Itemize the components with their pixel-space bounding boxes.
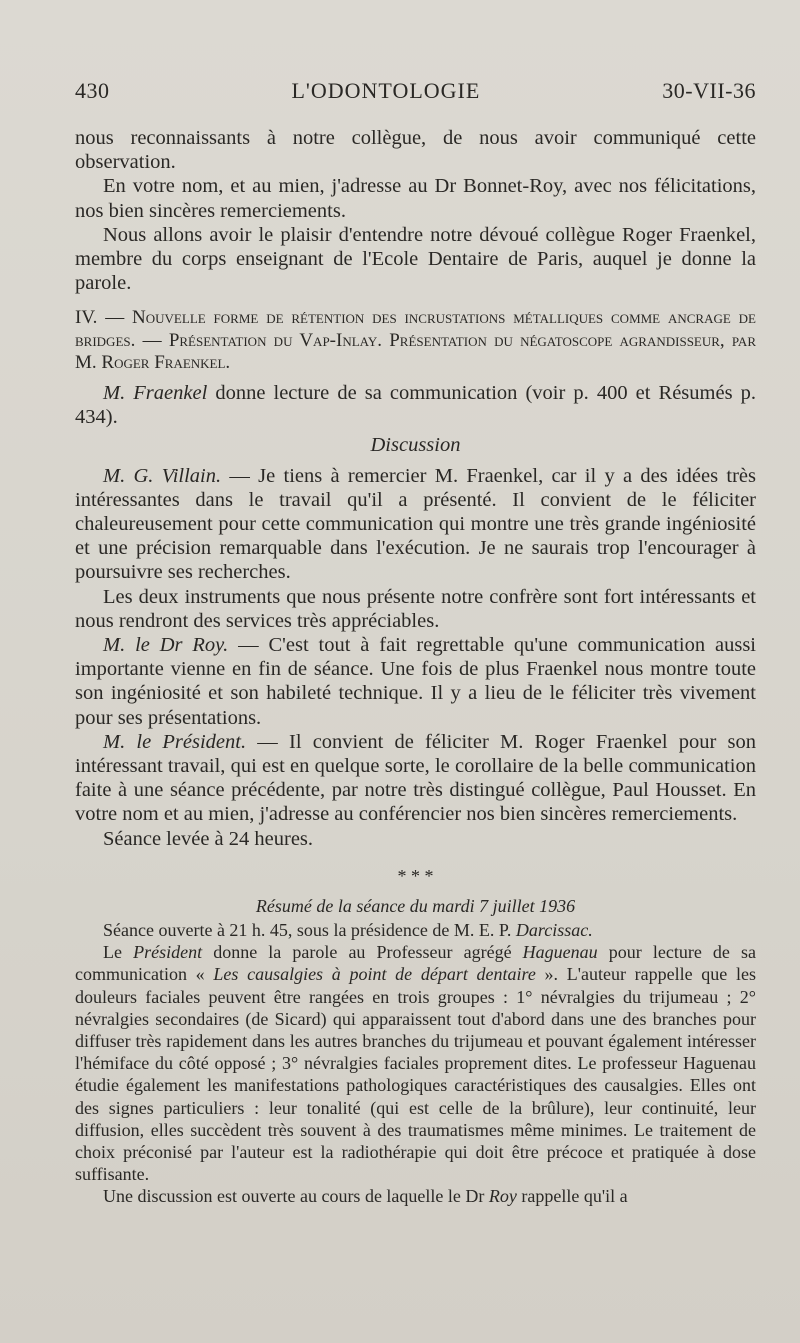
paragraph-opening	[75, 919, 756, 941]
paragraph-introduction: Nous allons avoir le plaisir d'entendre notre dévoué collègue Roger Fraenkel, membre du corps enseignant de l'Ecole Dentaire de Paris, auquel je donne la parole.	[75, 223, 756, 295]
section-iv-title: IV. — Nouvelle forme de rétention des incrustations métalliques comme ancrage de bridges. — Présentation du Vap-Inlay. Présentation du négatoscope agrandisseur, par M. Roger Fraenkel.	[75, 307, 756, 374]
paragraph-haguenau	[75, 941, 756, 1185]
paragraph-instruments: Les deux instruments que nous présente notre confrère sont fort intéressants et nous rendront des services très appréciables.	[75, 585, 756, 632]
word-president: Président	[133, 942, 203, 963]
discussion-open-end: rappelle qu'il a	[516, 1186, 628, 1207]
paragraph-observation: nous reconnaissants à notre collègue, de nous avoir communiqué cette observation.	[75, 127, 756, 174]
section-separator: * * *	[397, 865, 434, 886]
name-haguenau: Haguenau	[522, 942, 598, 963]
roy-text: — C'est tout à fait regrettable qu'une communication aussi importante vienne en fin de séance. Une fois de plus Fraenkel nous montre toute son ingéniosité et son habileté technique. Il y a lieu de le féliciter très vivement pour ses présentations.	[75, 633, 756, 729]
speaker-fraenkel: M. Fraenkel	[103, 381, 208, 404]
paragraph-president	[75, 730, 756, 827]
paragraph-villain	[75, 464, 756, 585]
running-header	[75, 78, 756, 104]
haguenau-body: ». L'auteur rappelle que les douleurs faciales peuvent être rangées en trois groupes : 1° névralgies du trijumeau ; 2° névralgies secondaires (de Sicard) qui apparaissent tout d'abord dans une des branches pour diffuser très rapidement dans les autres branches du trijumeau et pouvant également intéresser l'hémiface du côté opposé ; 3° névralgies faciales proprement dites. Le professeur Haguenau étudie également les manifestations pathologiques caractéristiques des causalgies. Elles ont des signes particuliers : leur tonalité (qui est celle de la brûlure), leur continuité, leur diffusion, elles succèdent très souvent à des traumatismes même minimes. Le traitement de choix préconisé par l'auteur est la radiothérapie qui doit être précoce et pratiquée à dose suffisante.	[75, 964, 756, 1185]
paragraph-fraenkel	[75, 381, 756, 429]
session-closed: Séance levée à 24 heures.	[103, 827, 314, 850]
name-darcissac: Darcissac.	[515, 919, 593, 940]
speaker-roy: M. le Dr Roy.	[103, 633, 229, 656]
text-le: Le	[103, 942, 134, 963]
president-text: — Il convient de féliciter M. Roger Fraenkel pour son intéressant travail, qui est en quelque sorte, le corollaire de la belle communication faite à une séance précédente, par notre très distingué collègue, Paul Housset. En votre nom et au mien, j'adresse au conférencier nos bien sincères remerciements.	[75, 730, 756, 826]
section-iv-heading	[75, 307, 756, 375]
issue-date: 30-VII-36	[662, 78, 756, 103]
name-roy: Roy	[488, 1186, 517, 1207]
haguenau-lead: pour lecture de sa communication «	[75, 942, 757, 985]
paragraph-thanks: En votre nom, et au mien, j'adresse au Dr Bonnet-Roy, avec nos félicitations, nos bien sincères remerciements.	[75, 175, 756, 222]
journal-title: L'ODONTOLOGIE	[291, 78, 481, 103]
communication-title: Les causalgies à point de départ dentaire	[213, 964, 536, 985]
haguenau-intro: donne la parole au Professeur agrégé	[202, 942, 523, 963]
paragraph-discussion-open	[75, 1185, 756, 1207]
speaker-villain: M. G. Villain.	[103, 464, 222, 487]
page-number: 430	[75, 78, 110, 103]
paragraph-roy	[75, 633, 756, 730]
speaker-president: M. le Président.	[103, 730, 247, 753]
opening-text: Séance ouverte à 21 h. 45, sous la présidence de M. E. P.	[103, 919, 516, 940]
fraenkel-text: donne lecture de sa communication (voir p. 400 et Résumés p. 434).	[75, 381, 756, 429]
discussion-heading: Discussion	[370, 434, 461, 457]
villain-text: — Je tiens à remercier M. Fraenkel, car il y a des idées très intéressantes dans le travail qu'il a présenté. Il convient de le féliciter chaleureusement pour cette communication qui montre une très grande ingéniosité et une précision remarquable dans l'exécution. Je ne saurais trop l'encourager à poursuivre ses recherches.	[75, 464, 756, 584]
resume-heading: Résumé de la séance du mardi 7 juillet 1936	[255, 895, 576, 916]
discussion-open-text: Une discussion est ouverte au cours de laquelle le Dr	[103, 1186, 489, 1207]
